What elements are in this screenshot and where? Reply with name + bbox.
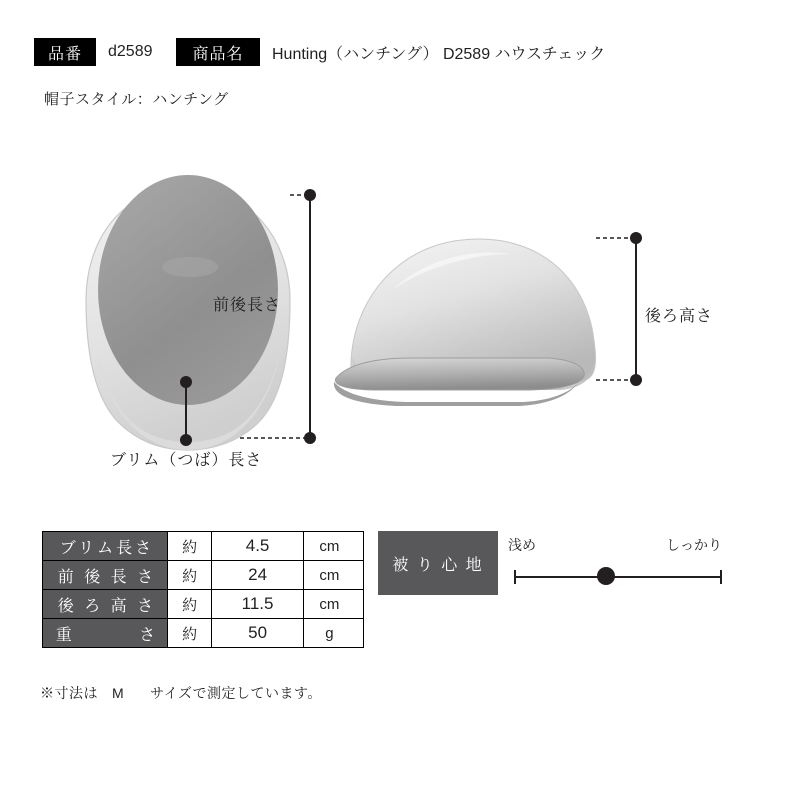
- spec-unit: cm: [303, 590, 363, 619]
- front-back-length-label: 前後長さ: [213, 297, 282, 314]
- spec-key: 後 ろ 高 さ: [43, 590, 168, 619]
- note-prefix: ※寸法は: [40, 685, 98, 701]
- spec-key: 前 後 長 さ: [43, 561, 168, 590]
- spec-key: 重 さ: [43, 619, 168, 648]
- table-row: [43, 590, 364, 619]
- product-header: [34, 38, 766, 66]
- fit-label: 被 り 心 地: [378, 531, 498, 595]
- spec-approx: 約: [167, 590, 211, 619]
- spec-unit: cm: [303, 532, 363, 561]
- fit-scale: [498, 531, 748, 595]
- table-row: [43, 619, 364, 648]
- spec-value: 50: [212, 619, 304, 648]
- note-suffix: サイズで測定しています。: [150, 685, 322, 701]
- table-row: [43, 532, 364, 561]
- spec-value: 24: [212, 561, 304, 590]
- note-size: M: [112, 685, 125, 701]
- hat-side-view: [334, 239, 596, 406]
- fit-tick-left: [514, 570, 516, 584]
- spec-unit: cm: [303, 561, 363, 590]
- spec-approx: 約: [167, 619, 211, 648]
- hat-diagram: [0, 150, 800, 490]
- fit-axis-line: [514, 576, 722, 578]
- product-name-value: Hunting（ハンチング） D2589 ハウスチェック: [272, 45, 606, 63]
- fit-right-label: しっかり: [666, 537, 722, 553]
- spec-approx: 約: [167, 561, 211, 590]
- product-code-label: 品番: [34, 38, 96, 66]
- fit-left-label: 浅め: [508, 537, 536, 553]
- table-row: [43, 561, 364, 590]
- back-height-label: 後ろ高さ: [645, 308, 714, 325]
- spec-value: 4.5: [212, 532, 304, 561]
- brim-length-label: ブリム（つば）長さ: [110, 452, 263, 469]
- fit-indicator-dot: [597, 567, 615, 585]
- measurement-note: [40, 683, 322, 703]
- spec-value: 11.5: [212, 590, 304, 619]
- fit-tick-right: [720, 570, 722, 584]
- spec-approx: 約: [167, 532, 211, 561]
- hat-style-text: 帽子スタイル：ハンチング: [44, 91, 229, 108]
- spec-unit: g: [303, 619, 363, 648]
- spec-key: ブリム長さ: [43, 532, 168, 561]
- fit-panel: [378, 531, 748, 595]
- back-height-dimension: [596, 232, 642, 386]
- spec-table: [42, 531, 364, 648]
- product-code-value: d2589: [108, 43, 153, 60]
- product-name-label: 商品名: [176, 38, 260, 66]
